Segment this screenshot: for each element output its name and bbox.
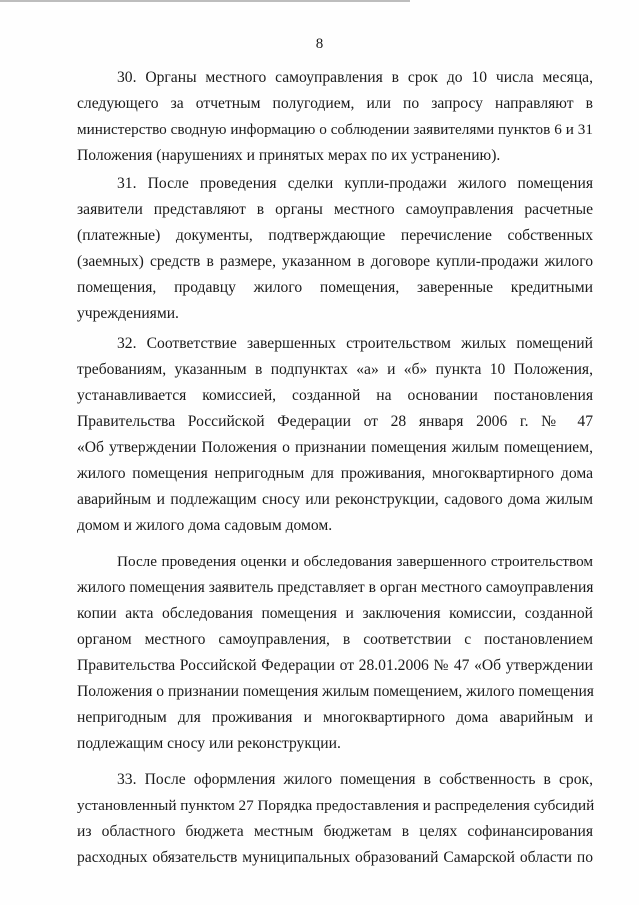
- text-line: После проведения оценки и обследования завершенного строительством: [117, 553, 593, 570]
- text-line: заявители представляют в органы местного самоуправления расчетные: [77, 201, 593, 218]
- text-line: расходных обязательств муниципальных образований Самарской области по: [77, 849, 593, 866]
- document-body: [77, 65, 593, 871]
- text-line: жилого помещения непригодным для проживания, многоквартирного дома: [77, 465, 593, 482]
- text-line: 31. После проведения сделки купли-продажи жилого помещения: [117, 175, 593, 192]
- text-line: «Об утверждении Положения о признании помещения жилым помещением,: [77, 439, 593, 456]
- text-line: Положения (нарушениях и принятых мерах по их устранению).: [77, 147, 501, 164]
- page-number: 8: [315, 36, 324, 52]
- text-line: 32. Соответствие завершенных строительством жилых помещений: [117, 335, 593, 352]
- text-line: аварийным и подлежащим сносу или реконструкции, садового дома жилым: [77, 491, 593, 508]
- text-line: непригодным для проживания и многоквартирного дома аварийным и: [77, 709, 593, 726]
- text-line: следующего за отчетным полугодием, или по запросу направляют в: [77, 95, 593, 112]
- text-line: Правительства Российской Федерации от 28 января 2006 г. № 47: [77, 413, 593, 430]
- paragraph-31: [77, 171, 593, 327]
- text-line: Положения о признании помещения жилым помещением, жилого помещения: [77, 683, 594, 700]
- text-line: из областного бюджета местным бюджетам в целях софинансирования: [77, 823, 593, 840]
- text-line: 33. После оформления жилого помещения в собственность в срок,: [117, 771, 593, 788]
- text-line: (платежные) документы, подтверждающие перечисление собственных: [77, 227, 593, 244]
- text-line: требованиям, указанным в подпунктах «а» и «б» пункта 10 Положения,: [77, 361, 593, 378]
- text-line: министерство сводную информацию о соблюдении заявителями пунктов 6 и 31: [77, 121, 593, 138]
- text-line: устанавливается комиссией, созданной на основании постановления: [77, 387, 593, 404]
- scan-top-edge: [0, 0, 410, 2]
- text-line: 30. Органы местного самоуправления в срок до 10 числа месяца,: [117, 69, 593, 86]
- text-line: жилого помещения заявитель представляет в орган местного самоуправления: [77, 579, 594, 596]
- text-line: органом местного самоуправления, в соответствии с постановлением: [77, 631, 593, 648]
- paragraph-32-continued: [77, 549, 593, 757]
- paragraph-33: [77, 767, 593, 871]
- text-line: помещения, продавцу жилого помещения, заверенные кредитными: [77, 279, 593, 296]
- text-line: подлежащим сносу или реконструкции.: [77, 735, 341, 752]
- text-line: Правительства Российской Федерации от 28.01.2006 № 47 «Об утверждении: [77, 657, 593, 674]
- text-line: учреждениями.: [77, 305, 179, 322]
- text-line: установленный пунктом 27 Порядка предоставления и распределения субсидий: [77, 797, 595, 814]
- text-line: (заемных) средств в размере, указанном в договоре купли-продажи жилого: [77, 253, 593, 270]
- paragraph-32: [77, 331, 593, 539]
- paragraph-30: [77, 65, 593, 169]
- text-line: копии акта обследования помещения и заключения комиссии, созданной: [77, 605, 593, 622]
- text-line: домом и жилого дома садовым домом.: [77, 517, 333, 534]
